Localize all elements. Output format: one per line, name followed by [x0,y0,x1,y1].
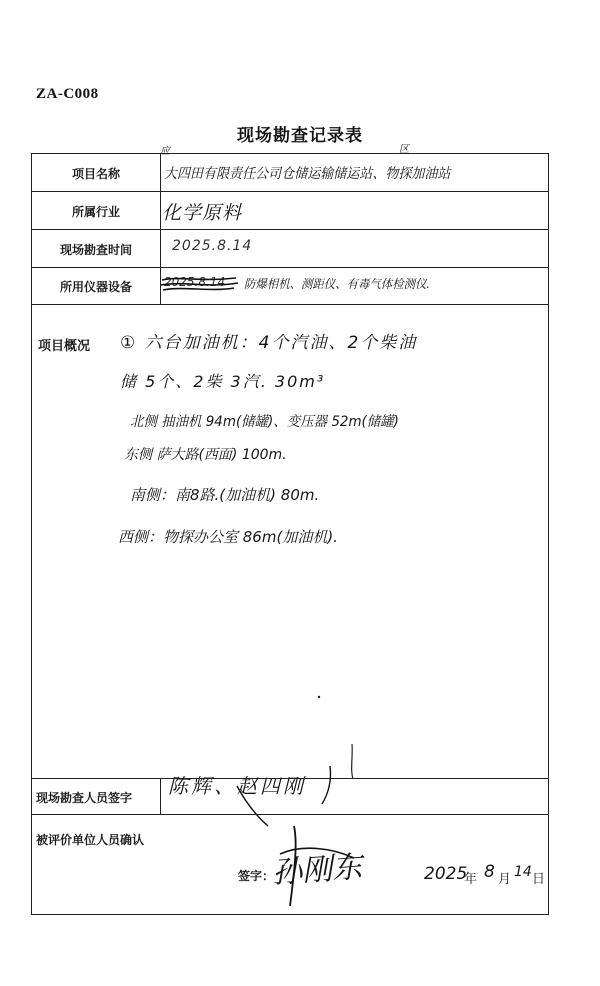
date-month: 8 [484,862,495,882]
insert-mark: 应 [160,146,170,157]
confirmation-label: 被评价单位人员确认 [36,833,145,847]
struck-text: 2025.8.14 [164,275,226,289]
confirmation-signature: 孙刚东 [271,849,364,891]
surveyor-signature: 陈辉、赵四刚 [168,774,306,798]
date-day: 14 [514,864,532,880]
project-name-value: 大四田有限责任公司仓储运输储运站、物探加油站 [164,166,451,182]
instruments-value: 防爆相机、测距仪、有毒气体检测仪. [244,277,431,291]
surveyor-signature-label: 现场勘查人员签字 [36,791,133,805]
insert-mark: 区 [399,144,409,155]
project-name-label: 项目名称 [71,167,120,181]
overview-label: 项目概况 [38,339,91,354]
date-year: 2025 [424,864,468,884]
overview-line: 东侧 萨大路(西面) 100m. [124,447,287,463]
page-title: 现场勘查记录表 [237,126,363,146]
survey-time-value: 2025.8.14 [172,238,253,254]
overview-line: 北侧 抽油机 94m(储罐)、变压器 52m(储罐) [130,414,399,430]
overview-line: 西侧：物探办公室 86m(加油机). [118,528,338,546]
survey-record-form [31,144,549,915]
industry-label: 所属行业 [71,205,120,219]
sign-label: 签字： [238,869,275,883]
overview-line: ① 六台加油机：4个汽油、2个柴油 [120,333,418,353]
overview-line: 南侧：南8路.(加油机) 80m. [130,486,320,504]
signature-flourish [32,154,550,916]
survey-time-label: 现场勘查时间 [59,243,132,257]
year-char: 年 [464,872,478,887]
instruments-label: 所用仪器设备 [59,280,132,294]
document-code: ZA-C008 [36,86,99,102]
month-char: 月 [498,872,512,887]
overview-line: 储 5个、2柴 3汽. 30m³ [120,372,326,391]
day-char: 日 [532,872,546,887]
industry-value: 化学原料 [162,202,243,224]
